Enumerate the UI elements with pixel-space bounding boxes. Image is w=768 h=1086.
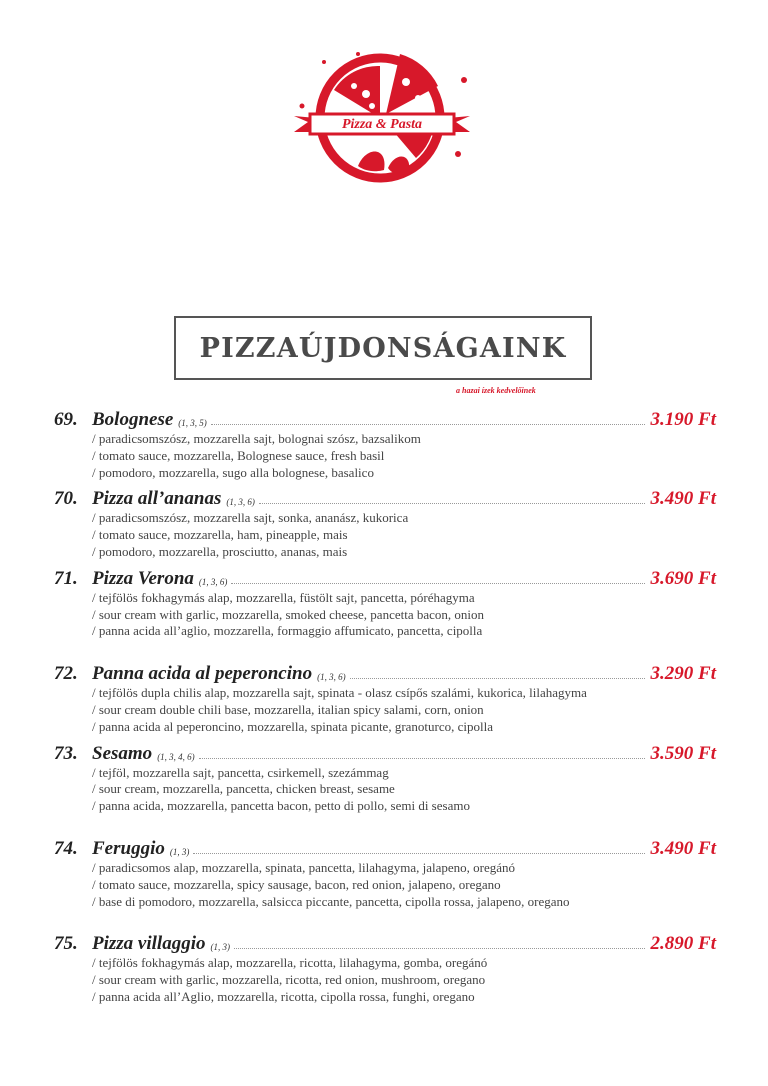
- item-description-it: / panna acida, mozzarella, pancetta bacon, petto di pollo, semi di sesamo: [92, 798, 470, 814]
- item-number: 70.: [54, 488, 78, 510]
- item-description-it: / base di pomodoro, mozzarella, salsicca piccante, pancetta, cipolla rossa, jalapeno, oregano: [92, 893, 570, 909]
- menu-item: [54, 660, 716, 735]
- menu-item: [54, 835, 716, 910]
- item-description-it: / panna acida all’Aglio, mozzarella, ricotta, cipolla rossa, funghi, oregano: [92, 988, 475, 1004]
- item-allergens: (1, 3, 4, 6): [157, 751, 195, 762]
- item-price: 2.890 Ft: [650, 933, 716, 955]
- item-description-en: / tomato sauce, mozzarella, spicy sausage, bacon, red onion, jalapeno, oregano: [92, 876, 501, 892]
- menu-list: [54, 406, 716, 1006]
- item-price: 3.690 Ft: [650, 567, 716, 589]
- item-name: Sesamo: [92, 742, 153, 764]
- menu-item-header: [54, 406, 716, 431]
- item-description-en: / sour cream with garlic, mozzarella, ricotta, red onion, mushroom, oregano: [92, 972, 486, 988]
- menu-item: [54, 740, 716, 815]
- menu-item: [54, 565, 716, 640]
- item-number: 73.: [54, 742, 78, 764]
- dotted-leader: [234, 947, 645, 949]
- item-description-hu: / paradicsomszósz, mozzarella sajt, bolognai szósz, bazsalikom: [92, 431, 421, 446]
- dotted-leader: [211, 423, 645, 425]
- item-description-en: / tomato sauce, mozzarella, Bolognese sauce, fresh basil: [92, 447, 385, 463]
- item-description-en: / tomato sauce, mozzarella, ham, pineapple, mais: [92, 527, 348, 543]
- item-description-hu: / paradicsomos alap, mozzarella, spinata, pancetta, lilahagyma, jalapeno, oregánó: [92, 859, 516, 875]
- menu-item-header: [54, 660, 716, 685]
- tagline: a hazai ízek kedvelőinek: [456, 386, 536, 395]
- item-name: Pizza all’ananas: [92, 488, 222, 510]
- menu-item: [54, 406, 716, 481]
- item-description-hu: / tejfölös fokhagymás alap, mozzarella, füstölt sajt, pancetta, póréhagyma: [92, 589, 475, 605]
- item-description-it: / panna acida all’aglio, mozzarella, formaggio affumicato, pancetta, cipolla: [92, 623, 483, 639]
- item-number: 69.: [54, 409, 78, 430]
- item-description-en: / sour cream double chili base, mozzarella, italian spicy salami, corn, onion: [92, 701, 484, 717]
- dotted-leader: [193, 852, 644, 854]
- menu-item: [54, 930, 716, 1005]
- item-price: 3.290 Ft: [650, 663, 716, 685]
- menu-item-header: [54, 740, 716, 765]
- item-price: 3.190 Ft: [650, 409, 716, 430]
- item-name: Pizza Verona: [92, 567, 194, 589]
- pizza-pasta-logo: [288, 46, 476, 192]
- menu-item-header: [54, 835, 716, 860]
- dotted-leader: [350, 677, 645, 679]
- item-name: Pizza villaggio: [92, 933, 206, 955]
- dotted-leader: [259, 502, 645, 504]
- item-description-hu: / paradicsomszósz, mozzarella sajt, sonka, ananász, kukorica: [92, 510, 409, 526]
- menu-item-header: [54, 565, 716, 590]
- dotted-leader: [231, 582, 644, 584]
- item-description-it: / pomodoro, mozzarella, sugo alla bolognese, basalico: [92, 464, 374, 480]
- menu-item-header: [54, 930, 716, 955]
- item-allergens: (1, 3): [210, 942, 230, 953]
- item-allergens: (1, 3, 6): [317, 672, 346, 683]
- item-price: 3.590 Ft: [650, 742, 716, 764]
- logo-text: Pizza & Pasta: [341, 117, 423, 132]
- item-number: 74.: [54, 837, 78, 859]
- item-name: Panna acida al peperoncino: [92, 663, 313, 685]
- item-description-it: / pomodoro, mozzarella, prosciutto, ananas, mais: [92, 543, 348, 559]
- item-description-hu: / tejfölös fokhagymás alap, mozzarella, ricotta, lilahagyma, gomba, oregánó: [92, 955, 488, 971]
- item-number: 75.: [54, 933, 78, 955]
- item-description-it: / panna acida al peperoncino, mozzarella, spinata picante, granoturco, cipolla: [92, 718, 494, 734]
- item-allergens: (1, 3, 6): [198, 576, 228, 587]
- item-name: Feruggio: [92, 837, 165, 859]
- item-description-hu: / tejfölös dupla chilis alap, mozzarella sajt, spinata - olasz csípős szalámi, kukorica, lilahagyma: [92, 685, 587, 701]
- page-title: PIZZAÚJDONSÁGAINK: [199, 332, 567, 364]
- item-number: 71.: [54, 567, 78, 589]
- item-number: 72.: [54, 663, 78, 685]
- menu-item: [54, 485, 716, 560]
- item-price: 3.490 Ft: [650, 488, 716, 510]
- item-allergens: (1, 3, 6): [226, 497, 255, 508]
- dotted-leader: [199, 757, 645, 759]
- item-allergens: (1, 3): [169, 846, 190, 857]
- item-allergens: (1, 3, 5): [178, 418, 207, 428]
- item-name: Bolognese: [92, 409, 174, 430]
- section-heading-box: [174, 316, 592, 380]
- item-description-hu: / tejföl, mozzarella sajt, pancetta, csirkemell, szezámmag: [92, 764, 389, 780]
- menu-item-header: [54, 485, 716, 510]
- item-price: 3.490 Ft: [650, 837, 716, 859]
- item-description-en: / sour cream, mozzarella, pancetta, chicken breast, sesame: [92, 781, 395, 797]
- item-description-en: / sour cream with garlic, mozzarella, smoked cheese, pancetta bacon, onion: [92, 606, 485, 622]
